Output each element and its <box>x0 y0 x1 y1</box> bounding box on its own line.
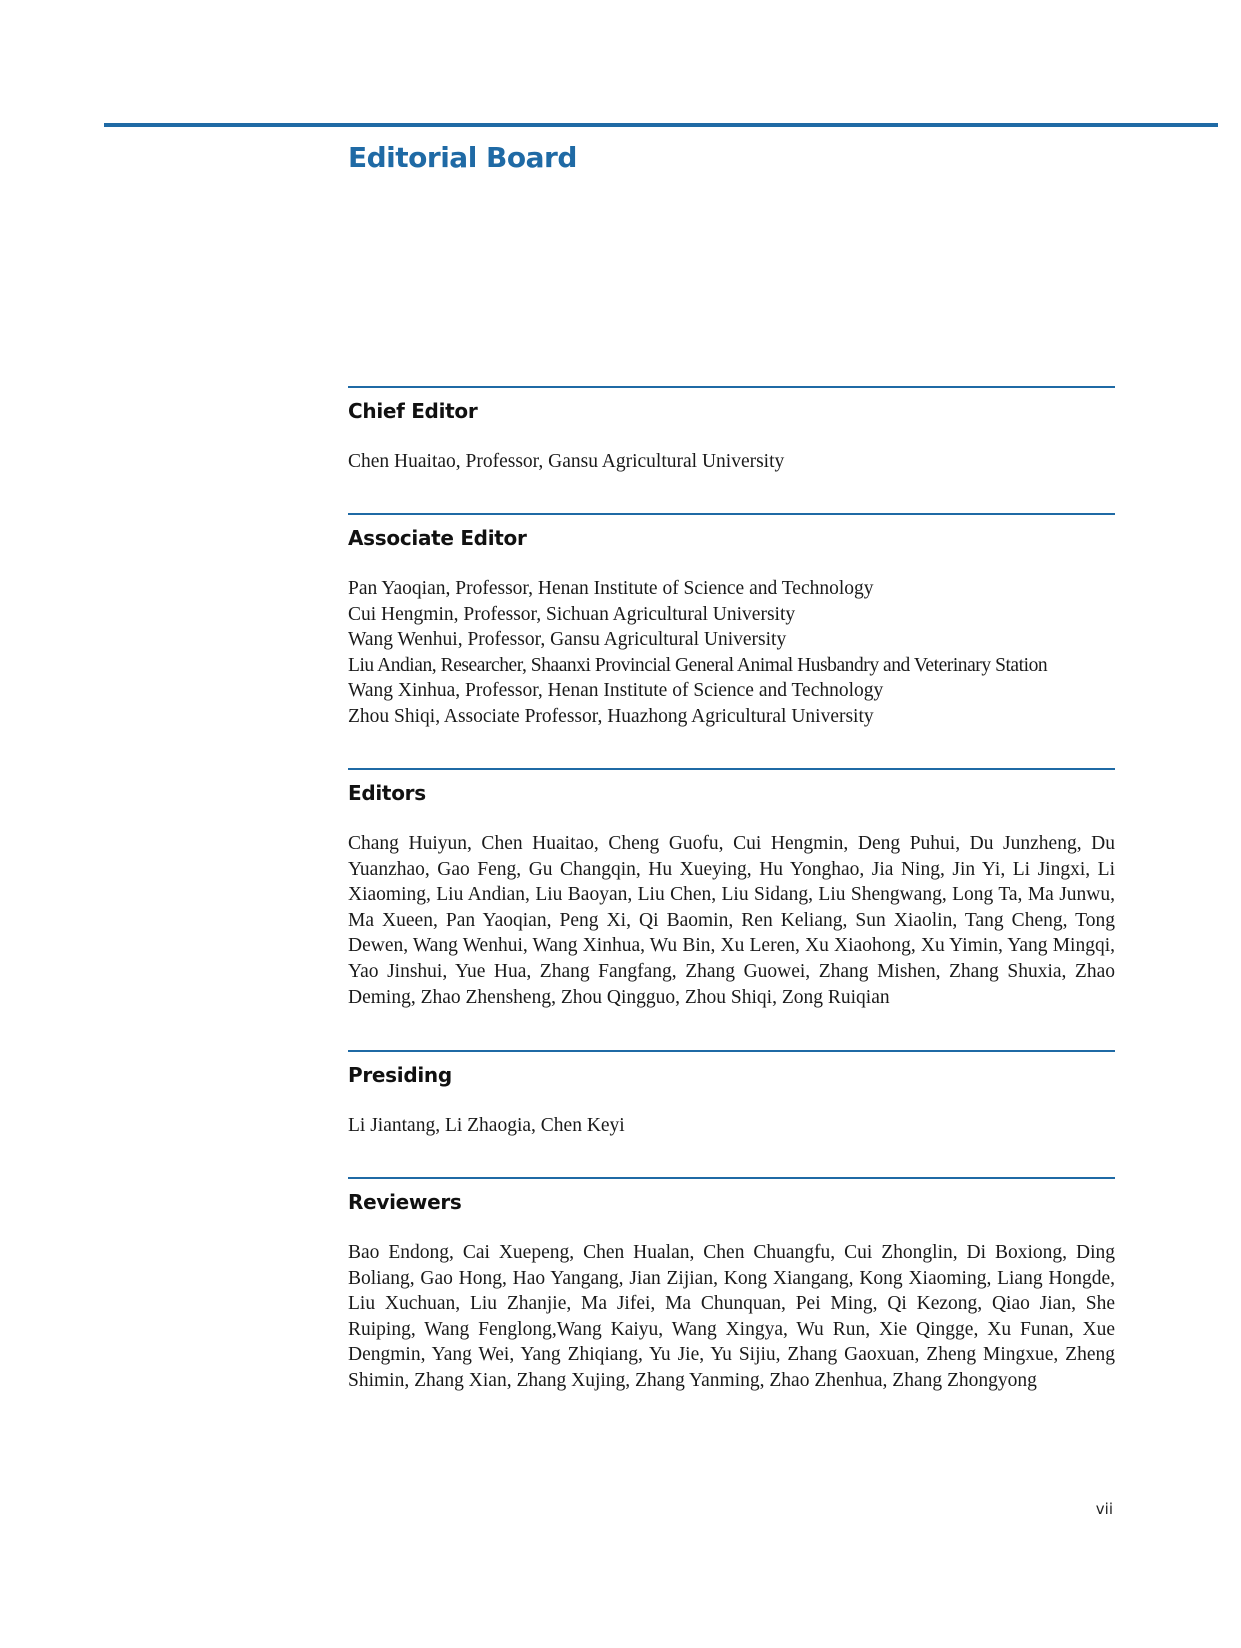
editors-list: Chang Huiyun, Chen Huaitao, Cheng Guofu, Cui Hengmin, Deng Puhui, Du Junzheng, Du Yuanzhao, Gao Feng, Gu Changqin, Hu Xueying, Hu Yonghao, Jia Ning, Jin Yi, Li Jingxi, Li Xiaoming, Liu Andian, Liu Baoyan, Liu Chen, Liu Sidang, Liu Shengwang, Long Ta, Ma Junwu, Ma Xueen, Pan Yaoqian, Peng Xi, Qi Baomin, Ren Keliang, Sun Xiaolin, Tang Cheng, Tong Dewen, Wang Wenhui, Wang Xinhua, Wu Bin, Xu Leren, Xu Xiaohong, Xu Yimin, Yang Mingqi, Yao Jinshui, Yue Hua, Zhang Fangfang, Zhang Guowei, Zhang Mishen, Zhang Shuxia, Zhao Deming, Zhao Zhensheng, Zhou Qingguo, Zhou Shiqi, Zong Ruiqian <box>348 833 1115 1008</box>
chief-editor-section <box>348 386 1115 475</box>
associate-editor-section <box>348 513 1115 730</box>
section-heading-editors: Editors <box>348 781 426 805</box>
associate-editor-entry: Cui Hengmin, Professor, Sichuan Agricultural University <box>348 603 796 625</box>
section-heading-chief-editor: Chief Editor <box>348 399 478 423</box>
section-divider <box>348 386 1115 388</box>
presiding-section <box>348 1050 1115 1139</box>
associate-editor-list <box>348 576 1115 730</box>
top-rule <box>104 123 1218 127</box>
page-title: Editorial Board <box>348 141 577 174</box>
section-divider <box>348 768 1115 770</box>
section-divider <box>348 1177 1115 1179</box>
associate-editor-entry: Wang Xinhua, Professor, Henan Institute of Science and Technology <box>348 680 884 702</box>
editors-section <box>348 768 1115 1010</box>
associate-editor-entry: Wang Wenhui, Professor, Gansu Agricultural University <box>348 629 787 651</box>
reviewers-list: Bao Endong, Cai Xuepeng, Chen Hualan, Chen Chuangfu, Cui Zhonglin, Di Boxiong, Ding Boliang, Gao Hong, Hao Yangang, Jian Zijian, Kong Xiangang, Kong Xiaoming, Liang Hongde, Liu Xuchuan, Liu Zhanjie, Ma Jifei, Ma Chunquan, Pei Ming, Qi Kezong, Qiao Jian, She Ruiping, Wang Fenglong,Wang Kaiyu, Wang Xingya, Wu Run, Xie Qingge, Xu Funan, Xue Dengmin, Yang Wei, Yang Zhiqiang, Yu Jie, Yu Sijiu, Zhang Gaoxuan, Zheng Mingxue, Zheng Shimin, Zhang Xian, Zhang Xujing, Zhang Yanming, Zhao Zhenhua, Zhang Zhongyong <box>348 1242 1115 1391</box>
presiding-list <box>348 1113 1115 1139</box>
associate-editor-entry: Zhou Shiqi, Associate Professor, Huazhong Agricultural University <box>348 705 874 727</box>
associate-editor-entry: Liu Andian, Researcher, Shaanxi Provincial General Animal Husbandry and Veterinary Station <box>348 654 1048 676</box>
section-heading-reviewers: Reviewers <box>348 1190 462 1214</box>
associate-editor-entry: Pan Yaoqian, Professor, Henan Institute of Science and Technology <box>348 578 874 599</box>
section-heading-presiding: Presiding <box>348 1063 452 1087</box>
chief-editor-list <box>348 449 1115 475</box>
section-heading-associate-editor: Associate Editor <box>348 526 527 550</box>
section-divider <box>348 513 1115 515</box>
page-number: vii <box>1095 1500 1113 1518</box>
section-divider <box>348 1050 1115 1052</box>
reviewers-section <box>348 1177 1115 1394</box>
presiding-entry: Li Jiantang, Li Zhaogia, Chen Keyi <box>348 1115 625 1136</box>
chief-editor-entry: Chen Huaitao, Professor, Gansu Agricultural University <box>348 451 785 472</box>
